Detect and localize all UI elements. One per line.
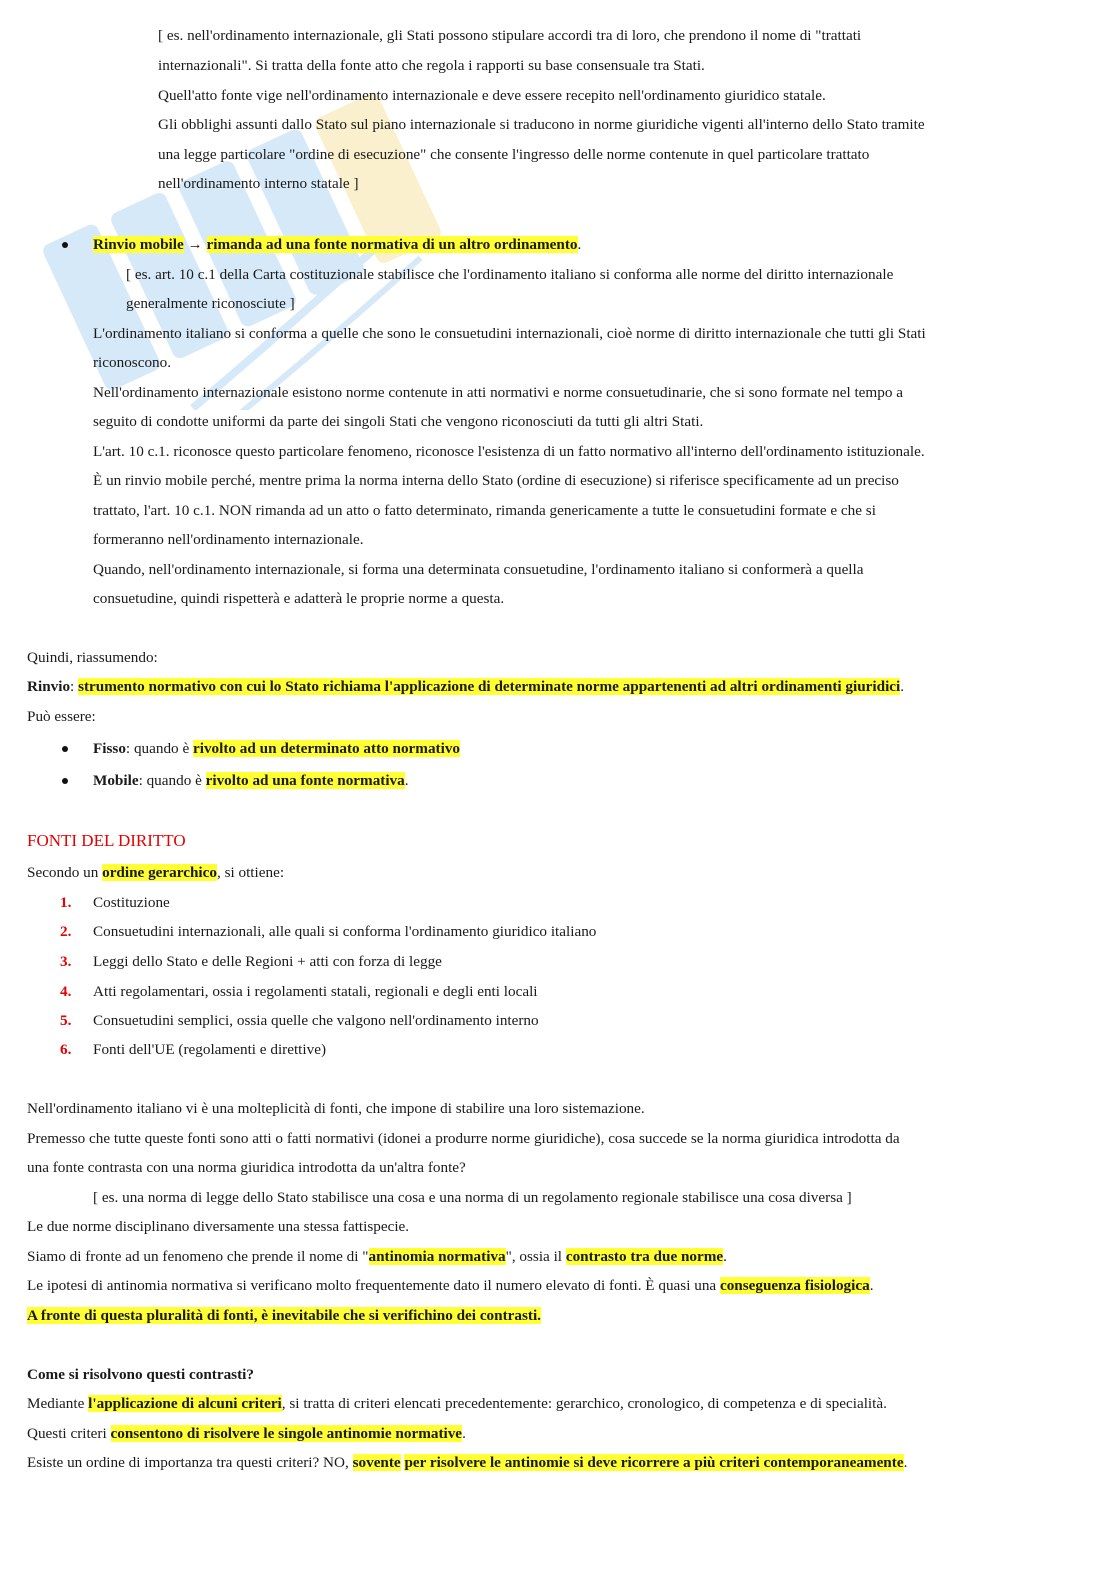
- section-title-fonti: FONTI DEL DIRITTO: [27, 831, 186, 850]
- fisso-def: rivolto ad un determinato atto normativo: [192, 740, 461, 757]
- contrasti-p3: Esiste un ordine di importanza tra questi criteri? NO, sovente per risolvere le antinomie si deve ricorrere a più criteri contemporaneamente.: [27, 1454, 908, 1471]
- rinvio-mobile-p9: Quando, nell'ordinamento internazionale, si forma una determinata consuetudine, l'ordinamento italiano si conformerà a quella: [93, 561, 864, 578]
- antinomia-p2: Premesso che tutte queste fonti sono atti o fatti normativi (idonei a produrre norme giuridiche), cosa succede se la norma giuridica introdotta da: [27, 1130, 900, 1147]
- rinvio-mobile-def: rimanda ad una fonte normativa di un altro ordinamento: [206, 236, 578, 253]
- rinvio-mobile-p2: riconoscono.: [93, 354, 172, 371]
- list-item-3: Leggi dello Stato e delle Regioni + atti con forza di legge: [93, 953, 442, 970]
- rinvio-mobile-p1: L'ordinamento italiano si conforma a quelle che sono le consuetudini internazionali, cioè norme di diritto internazionale che tutti gli Stati: [93, 325, 926, 342]
- rinvio-mobile-p5: L'art. 10 c.1. riconosce questo particolare fenomeno, riconosce l'esistenza di un fatto normativo all'interno dell'ordinamento istituzionale.: [93, 443, 925, 460]
- conseguenza-hl: conseguenza fisiologica: [719, 1277, 870, 1294]
- antinomia-p5: Siamo di fronte ad un fenomeno che prende il nome di "antinomia normativa", ossia il contrasto tra due norme.: [27, 1248, 727, 1265]
- list-number-4: 4.: [60, 983, 72, 1000]
- fonti-intro-hl: ordine gerarchico: [102, 864, 217, 881]
- antinomia-p3: una fonte contrasta con una norma giuridica introdotta da un'altra fonte?: [27, 1159, 466, 1176]
- list-number-5: 5.: [60, 1012, 72, 1029]
- intro-line-3: Quell'atto fonte vige nell'ordinamento internazionale e deve essere recepito nell'ordinamento giuridico statale.: [158, 87, 826, 104]
- list-number-1: 1.: [60, 894, 72, 911]
- list-number-6: 6.: [60, 1041, 72, 1058]
- antinomia-normativa-hl: antinomia normativa: [368, 1248, 506, 1265]
- intro-line-1: [ es. nell'ordinamento internazionale, gli Stati possono stipulare accordi tra di loro, che prendono il nome di "trattati: [158, 27, 862, 44]
- summary-rinvio-definition: Rinvio: strumento normativo con cui lo Stato richiama l'applicazione di determinate norme appartenenti ad altri ordinamenti giuridici.: [27, 678, 905, 695]
- intro-line-5: una legge particolare "ordine di esecuzione" che consente l'ingresso delle norme contenute in quel particolare trattato: [158, 146, 870, 163]
- criteri-hl: l'applicazione di alcuni criteri: [88, 1395, 282, 1412]
- antinomia-p7: A fronte di questa pluralità di fonti, è inevitabile che si verifichino dei contrasti.: [27, 1307, 541, 1324]
- mobile-term: Mobile: [93, 772, 139, 789]
- summary-can-be: Può essere:: [27, 708, 96, 725]
- antinomia-p4: Le due norme disciplinano diversamente una stessa fattispecie.: [27, 1218, 410, 1235]
- rinvio-mobile-p6: È un rinvio mobile perché, mentre prima la norma interna dello Stato (ordine di esecuzione) si riferisce specificamente ad un preciso: [93, 472, 899, 489]
- list-number-3: 3.: [60, 953, 72, 970]
- list-number-2: 2.: [60, 923, 72, 940]
- summary-rinvio-def: strumento normativo con cui lo Stato richiama l'applicazione di determinate norme appartenenti ad altri ordinamenti giuridici: [78, 678, 901, 695]
- list-item-6: Fonti dell'UE (regolamenti e direttive): [93, 1041, 327, 1058]
- rinvio-mobile-example-2: generalmente riconosciute ]: [126, 295, 295, 312]
- summary-fisso: Fisso: quando è rivolto ad un determinato atto normativo: [93, 740, 461, 757]
- summary-intro: Quindi, riassumendo:: [27, 649, 158, 666]
- rinvio-mobile-p8: formeranno nell'ordinamento internazionale.: [93, 531, 364, 548]
- piu-criteri-hl: per risolvere le antinomie si deve ricorrere a più criteri contemporaneamente: [404, 1454, 904, 1471]
- list-item-5: Consuetudini semplici, ossia quelle che valgono nell'ordinamento interno: [93, 1012, 539, 1029]
- intro-line-4: Gli obblighi assunti dallo Stato sul piano internazionale si traducono in norme giuridiche vigenti all'interno dello Stato tramite: [158, 116, 925, 133]
- contrasti-p1: Mediante l'applicazione di alcuni criteri, si tratta di criteri elencati precedentemente: gerarchico, cronologico, di competenza e di specialità.: [27, 1395, 887, 1412]
- list-item-1: Costituzione: [93, 894, 170, 911]
- contrasto-hl: contrasto tra due norme: [565, 1248, 724, 1265]
- sovente-hl: sovente: [352, 1454, 401, 1471]
- rinvio-mobile-p10: consuetudine, quindi rispetterà e adatterà le proprie norme a questa.: [93, 590, 505, 607]
- arrow-icon: →: [187, 236, 203, 253]
- list-item-4: Atti regolamentari, ossia i regolamenti statali, regionali e degli enti locali: [93, 983, 538, 1000]
- rinvio-mobile-p3: Nell'ordinamento internazionale esistono norme contenute in atti normativi e norme consuetudinarie, che si sono formate nel tempo a: [93, 384, 903, 401]
- summary-mobile: Mobile: quando è rivolto ad una fonte normativa.: [93, 772, 409, 789]
- rinvio-mobile-p4: seguito di condotte uniformi da parte dei singoli Stati che vengono riconosciuti da tutti gli altri Stati.: [93, 413, 704, 430]
- rinvio-mobile-heading: Rinvio mobile → rimanda ad una fonte normativa di un altro ordinamento.: [93, 236, 582, 253]
- intro-line-6: nell'ordinamento interno statale ]: [158, 175, 359, 192]
- antinomia-example: [ es. una norma di legge dello Stato stabilisce una cosa e una norma di un regolamento regionale stabilisce una cosa diversa ]: [93, 1189, 852, 1206]
- mobile-def: rivolto ad una fonte normativa: [205, 772, 405, 789]
- contrasti-p2: Questi criteri consentono di risolvere le singole antinomie normative.: [27, 1425, 466, 1442]
- intro-line-2: internazionali". Si tratta della fonte atto che regola i rapporti su base consensuale tra Stati.: [158, 57, 705, 74]
- antinomia-p6: Le ipotesi di antinomia normativa si verificano molto frequentemente dato il numero elevato di fonti. È quasi una conseguenza fisiologica.: [27, 1277, 874, 1294]
- fonti-intro: Secondo un ordine gerarchico, si ottiene:: [27, 864, 285, 881]
- antinomia-p1: Nell'ordinamento italiano vi è una molteplicità di fonti, che impone di stabilire una loro sistemazione.: [27, 1100, 645, 1117]
- rinvio-mobile-term: Rinvio mobile: [93, 236, 184, 253]
- summary-rinvio-term: Rinvio: [27, 678, 71, 695]
- contrasti-question: Come si risolvono questi contrasti?: [27, 1366, 254, 1383]
- rinvio-mobile-example-1: [ es. art. 10 c.1 della Carta costituzionale stabilisce che l'ordinamento italiano si conforma alle norme del diritto internazionale: [126, 266, 894, 283]
- list-item-2: Consuetudini internazionali, alle quali si conforma l'ordinamento giuridico italiano: [93, 923, 597, 940]
- bullet-rinvio-mobile: [62, 242, 68, 248]
- consentono-hl: consentono di risolvere le singole antinomie normative: [110, 1425, 463, 1442]
- bullet-mobile: [62, 778, 68, 784]
- rinvio-mobile-p7: trattato, l'art. 10 c.1. NON rimanda ad un atto o fatto determinato, rimanda genericamente a tutte le consuetudini formate e che si: [93, 502, 876, 519]
- bullet-fisso: [62, 746, 68, 752]
- fisso-term: Fisso: [93, 740, 126, 757]
